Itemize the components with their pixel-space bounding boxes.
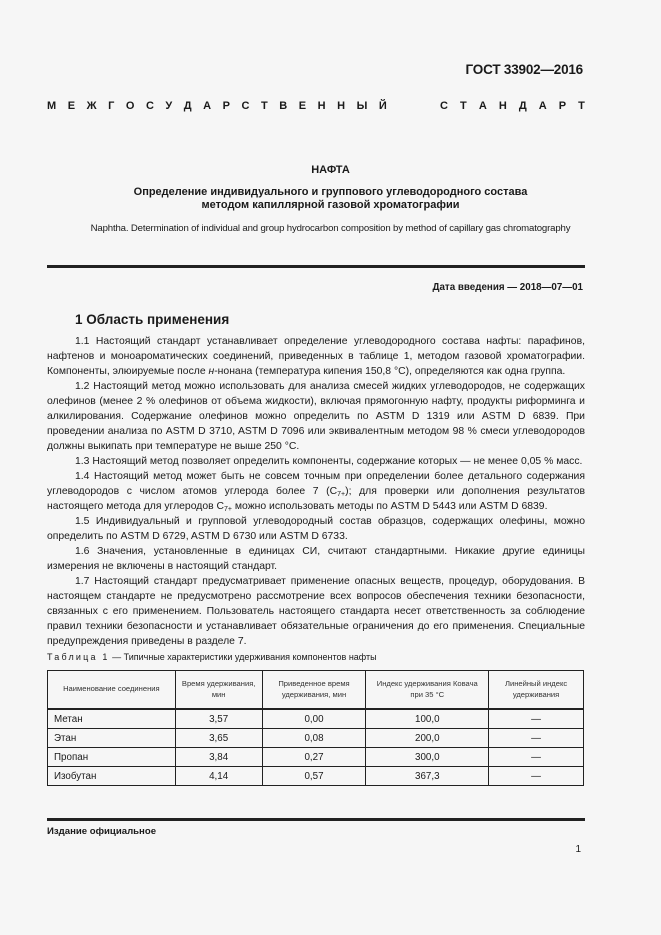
table-label: Таблица 1 (47, 652, 110, 662)
heading-letter: Т (460, 100, 467, 112)
table-row (48, 767, 584, 786)
section-body (47, 334, 585, 649)
official-edition-label: Издание официальное (47, 826, 157, 837)
cell-compound: Пропан (48, 748, 176, 767)
text-run: ); для проверки или дополнения результатов настоящего метода для углеродов C (47, 486, 585, 512)
italic-prefix: н (208, 366, 215, 377)
section-heading: 1 Область применения (75, 312, 230, 327)
text-run: 1.4 Настоящий метод может быть не совсем точным при определении более детального содержания углеводородов с числом атомов углерода более 7 (C (47, 471, 585, 497)
interstate-word (47, 100, 387, 112)
cell-kovats-index: 200,0 (366, 729, 489, 748)
cell-adjusted-time: 0,08 (262, 729, 366, 748)
paragraph-1-3: 1.3 Настоящий метод позволяет определить компоненты, содержание которых — не менее 0,05 % масс. (75, 456, 583, 467)
heading-letter: Й (378, 100, 387, 112)
heading-letter: Т (261, 100, 268, 112)
table-caption-text: — Типичные характеристики удерживания компонентов нафты (109, 652, 377, 662)
heading-letter: О (125, 100, 135, 112)
cell-compound: Метан (48, 709, 176, 729)
cell-kovats-index: 300,0 (366, 748, 489, 767)
paragraph-1-5: 1.5 Индивидуальный и групповой углеводородный состав образцов, содержащих олефины, можно определить по ASTM D 6729, ASTM D 6730 или ASTM D 6733. (47, 516, 585, 542)
heading-letter: Н (317, 100, 326, 112)
heading-letter: Ж (86, 100, 97, 112)
heading-letter: А (538, 100, 547, 112)
subscript: 7+ (224, 506, 232, 513)
heading-letter: В (279, 100, 288, 112)
heading-letter: У (165, 100, 173, 112)
heading-letter: Т (578, 100, 585, 112)
heading-letter: Г (108, 100, 115, 112)
subtitle-line-2: методом капиллярной газовой хроматографии (201, 199, 460, 211)
document-title: НАФТА (311, 164, 350, 176)
footer-divider (47, 818, 585, 821)
standard-type-heading (47, 100, 585, 112)
paragraph-1-6: 1.6 Значения, установленные в единицах СИ, считают стандартными. Никакие другие единицы измерения не включены в настоящий стандарт. (47, 546, 585, 572)
cell-kovats-index: 367,3 (366, 767, 489, 786)
heading-letter: М (47, 100, 57, 112)
heading-letter: Д (518, 100, 527, 112)
cell-compound: Изобутан (48, 767, 176, 786)
table-caption (47, 652, 377, 662)
cell-linear-index: — (489, 709, 584, 729)
paragraph-1-1 (47, 334, 585, 379)
paragraph-1-2: 1.2 Настоящий метод можно использовать для анализа смесей жидких углеводородов, не содержащих олефинов (менее 2 % олефинов от объема жидкости), включая прямогонную нафту, продукты риформинга и алкилирования. Содержание олефинов можно определить по ASTM D 1319 или ASTM D 6839. При проведении анализа по ASTM D 3710, ASTM D 7096 или эквивалентным методом 98 % смеси углеводородов должны выкипать при температуре не выше 250 °С. (47, 381, 585, 452)
cell-retention-time: 3,65 (175, 729, 262, 748)
heading-letter: Ы (356, 100, 368, 112)
cell-adjusted-time: 0,27 (262, 748, 366, 767)
heading-letter: Е (67, 100, 76, 112)
header-divider (47, 265, 585, 268)
cell-adjusted-time: 0,00 (262, 709, 366, 729)
header-linear-index: Линейный индекс удерживания (489, 671, 584, 710)
cell-kovats-index: 100,0 (366, 709, 489, 729)
page-number: 1 (575, 844, 581, 855)
heading-letter: А (203, 100, 212, 112)
document-code: ГОСТ 33902—2016 (465, 62, 583, 77)
introduction-date: Дата введения — 2018—07—01 (432, 282, 583, 293)
text-run: можно использовать методы по ASTM D 5443 или ASTM D 6839. (232, 501, 548, 512)
document-subtitle (0, 186, 661, 212)
cell-retention-time: 4,14 (175, 767, 262, 786)
cell-linear-index: — (489, 748, 584, 767)
header-compound-name: Наименование соединения (48, 671, 176, 710)
heading-letter: С (440, 100, 448, 112)
header-retention-time: Время удерживания, мин (175, 671, 262, 710)
heading-letter: С (241, 100, 250, 112)
cell-adjusted-time: 0,57 (262, 767, 366, 786)
heading-letter: Н (498, 100, 507, 112)
heading-letter: С (145, 100, 154, 112)
heading-letter: А (478, 100, 487, 112)
header-kovats-index: Индекс удерживания Ковача при 35 °С (366, 671, 489, 710)
paragraph-1-4 (47, 469, 585, 514)
table-row (48, 729, 584, 748)
cell-compound: Этан (48, 729, 176, 748)
cell-retention-time: 3,57 (175, 709, 262, 729)
header-adjusted-retention-time: Приведенное время удерживания, мин (262, 671, 366, 710)
table-row (48, 709, 584, 729)
text-run: -нонана (температура кипения 150,8 °С), определяются как одна группа. (214, 366, 566, 377)
text-run: 1.1 Настоящий стандарт устанавливает определение углеводородного состава нафты: парафинов, нафтенов и моноароматических соединений, приведенных в таблице 1, методом газовой хроматографии. Компоненты, элюируемые после (47, 336, 585, 377)
cell-linear-index: — (489, 767, 584, 786)
heading-letter: Е (298, 100, 307, 112)
english-title: Naphtha. Determination of individual and group hydrocarbon composition by method of capillary gas chromatography (90, 223, 571, 234)
table-row (48, 748, 584, 767)
subtitle-line-1: Определение индивидуального и группового углеводородного состава (133, 186, 528, 198)
cell-retention-time: 3,84 (175, 748, 262, 767)
heading-letter: Р (558, 100, 567, 112)
heading-letter: Н (337, 100, 346, 112)
standard-word (440, 100, 585, 112)
cell-linear-index: — (489, 729, 584, 748)
retention-table (47, 670, 584, 786)
heading-letter: Р (222, 100, 230, 112)
paragraph-1-7: 1.7 Настоящий стандарт предусматривает применение опасных веществ, процедур, оборудования. В настоящем стандарте не предусмотрено рассмотрение всех вопросов обеспечения техники безопасности, связанных с его применением. Пользователь настоящего стандарта несет ответственность за соблюдение правил техники безопасности и устанавливает обязательные ограничения до его применения. Специальные предупреждения приведены в разделе 7. (47, 576, 585, 647)
heading-letter: Д (183, 100, 192, 112)
table-header-row (48, 671, 584, 710)
subscript: 7+ (337, 491, 346, 498)
